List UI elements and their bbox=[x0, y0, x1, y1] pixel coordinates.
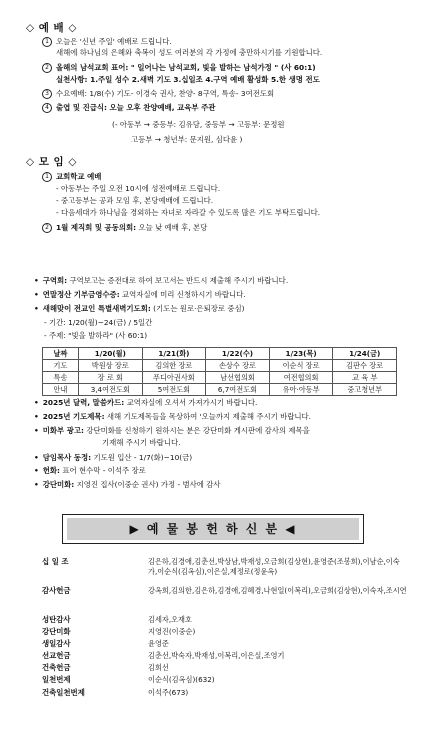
offering-label: 생일감사 bbox=[42, 639, 71, 648]
worship-heading: ◇ 예 배 ◇ bbox=[26, 22, 77, 34]
table-row bbox=[43, 384, 397, 396]
offering-label: 성탄감사 bbox=[42, 615, 71, 624]
notice-item: • 담임목사 동정: 기도원 입산 - 1/7(화)~10(금) bbox=[34, 453, 193, 462]
notice-label: 미화부 광고: bbox=[42, 426, 84, 435]
worship-motto: 올해의 남석교회 표어: " 일어나는 남석교회, 빛을 발하는 남석가정 " (사 60:1) bbox=[56, 63, 316, 72]
table-row bbox=[43, 372, 397, 384]
offering-label: 건축헌금 bbox=[42, 663, 71, 672]
offering-label: 강단미화 bbox=[42, 627, 71, 636]
offering-names: 윤영준 bbox=[148, 639, 169, 648]
notice-label: 2025년 달력, 말씀카드: bbox=[42, 398, 125, 407]
notice-label: 강단미화: bbox=[42, 480, 75, 489]
number-badge: 1 bbox=[42, 37, 52, 47]
table-header-row bbox=[43, 348, 397, 360]
offering-label: 건축일천번제 bbox=[42, 688, 85, 697]
table-header: 날짜 bbox=[43, 348, 79, 360]
prayer-schedule-table bbox=[42, 347, 397, 396]
meeting-title: 교회학교 예배 bbox=[56, 172, 102, 181]
table-row bbox=[43, 360, 397, 372]
notice-item: • 2025년 달력, 말씀카드: 교역자실에 오셔서 가져가시기 바랍니다. bbox=[34, 398, 258, 407]
offering-banner-title: ▶ 예 물 봉 헌 하 신 분 ◀ bbox=[67, 518, 359, 540]
table-cell: 교 육 부 bbox=[333, 372, 397, 384]
offering-banner bbox=[62, 514, 364, 544]
offering-label: 십 일 조 bbox=[42, 557, 69, 566]
notice-text: 교역자실에 오셔서 가져가시기 바랍니다. bbox=[126, 398, 258, 407]
notice-text: 강단미화를 신청하기 원하시는 분은 강단미화 게시판에 감사의 제목을 bbox=[86, 426, 310, 435]
worship-line: 출엽 및 진급식: 오늘 오후 찬양예배, 교육부 주관 bbox=[56, 103, 216, 112]
worship-line: 새해에 하나님의 은혜와 축복이 성도 여러분의 각 가정에 충만하시기를 기원합니다. bbox=[56, 48, 323, 57]
notice-label: 새해맞이 전교인 특별새벽기도회: bbox=[42, 304, 151, 313]
notice-label: 연말정산 기부금영수증: bbox=[42, 290, 120, 299]
table-cell: 박원상 장로 bbox=[79, 360, 143, 372]
notice-label: 2025년 기도제목: bbox=[42, 412, 105, 421]
number-badge: 4 bbox=[42, 103, 52, 113]
notice-item: • 강단미화: 지영진 집사(이중순 권사) 가정 - 범사에 감사 bbox=[34, 480, 221, 489]
worship-item-1 bbox=[42, 37, 172, 47]
table-cell: 5여전도회 bbox=[142, 384, 206, 396]
table-cell: 푸디아권사회 bbox=[142, 372, 206, 384]
offering-names: 김은하,김경애,김춘선,박상남,박재성,오금희(김상현),윤영준(조봉희),이남순,이숙가,이순식(김옥심),이은실,제정로(정윤옥) bbox=[148, 557, 400, 576]
notice-text: 지영진 집사(이중순 권사) 가정 - 범사에 감사 bbox=[76, 480, 221, 489]
notice-text: 교역자실에 미리 신청하시기 바랍니다. bbox=[122, 290, 246, 299]
notice-item: • 새해맞이 전교인 특별새벽기도회: (기도는 원로·은퇴장로 중심) bbox=[34, 304, 245, 313]
notice-item: • 헌화: 표어 현수막 - 이석주 장로 bbox=[34, 466, 146, 475]
meeting-line: - 다음세대가 하나님을 경외하는 자녀로 자라갈 수 있도록 많은 기도 부탁드립니다. bbox=[56, 208, 321, 217]
offering-label: 선교헌금 bbox=[42, 651, 71, 660]
offering-names: 김춘선,박숙자,박재성,이복리,이은실,조영기 bbox=[148, 651, 285, 660]
table-cell: 6,7여전도회 bbox=[206, 384, 270, 396]
offering-label: 감사헌금 bbox=[42, 586, 71, 595]
notice-text: (기도는 원로·은퇴장로 중심) bbox=[153, 304, 245, 313]
number-badge: 2 bbox=[42, 63, 52, 73]
table-cell: 3,4여전도회 bbox=[79, 384, 143, 396]
notice-text: 새해 기도제목들을 목상하여 '오늘까지 제출해 주시기 바랍니다. bbox=[106, 412, 311, 421]
prayer-theme: - 주제: "빛을 발하라" (사 60:1) bbox=[44, 331, 148, 340]
notice-item: • 구역회: 구역보고는 증전대로 하여 보고서는 반드시 제출해 주시기 바랍니다. bbox=[34, 276, 289, 285]
table-header: 1/23(목) bbox=[269, 348, 333, 360]
meeting-line: - 중고등부는 공과 모임 후, 본당예배에 드립니다. bbox=[56, 196, 214, 205]
offering-names: 김희선 bbox=[148, 663, 169, 672]
table-cell: 기도 bbox=[43, 360, 79, 372]
meeting-line: - 아동부는 주일 오전 10시에 성전예배로 드립니다. bbox=[56, 184, 221, 193]
offering-label: 일천번제 bbox=[42, 675, 71, 684]
meeting-item-2 bbox=[42, 223, 207, 233]
promotion-line: 고등부 → 청년부: 문지원, 심다윤 ) bbox=[131, 135, 243, 144]
table-cell: 안내 bbox=[43, 384, 79, 396]
meeting-title: 1월 제직회 및 공동의회: bbox=[56, 223, 137, 232]
table-header: 1/21(화) bbox=[142, 348, 206, 360]
table-header: 1/20(월) bbox=[79, 348, 143, 360]
notice-item: • 2025년 기도제목: 새해 기도제목들을 목상하여 '오늘까지 제출해 주시기 바랍니다. bbox=[34, 412, 311, 421]
table-cell: 여전협의회 bbox=[269, 372, 333, 384]
worship-line: 수요예배: 1/8(수) 기도- 이경숙 권사, 찬양- 8구역, 특송- 3여전도회 bbox=[56, 89, 275, 98]
table-header: 1/24(금) bbox=[333, 348, 397, 360]
meeting-item-1 bbox=[42, 172, 101, 182]
notice-item: • 미화부 광고: 강단미화를 신청하기 원하시는 분은 강단미화 게시판에 감사의 제목을 bbox=[34, 426, 310, 435]
table-cell: 손상수 장로 bbox=[206, 360, 270, 372]
table-cell: 특송 bbox=[43, 372, 79, 384]
notice-text: 표어 현수막 - 이석주 장로 bbox=[62, 466, 146, 475]
number-badge: 1 bbox=[42, 172, 52, 182]
meeting-line: 오늘 낮 예배 후, 본당 bbox=[138, 223, 208, 232]
notice-label: 구역회: bbox=[42, 276, 68, 285]
table-cell: 장 로 회 bbox=[79, 372, 143, 384]
meeting-heading: ◇ 모 임 ◇ bbox=[26, 156, 77, 168]
offering-names: 김세자,오재호 bbox=[148, 615, 192, 624]
number-badge: 2 bbox=[42, 223, 52, 233]
worship-item-2 bbox=[42, 63, 316, 73]
table-cell: 유아·아동부 bbox=[269, 384, 333, 396]
notice-label: 담임목사 동정: bbox=[42, 453, 92, 462]
table-header: 1/22(수) bbox=[206, 348, 270, 360]
worship-item-3 bbox=[42, 89, 274, 99]
promotion-line: (- 아동부 → 중등부: 김유담, 중등부 → 고등부: 문정원 bbox=[112, 120, 285, 129]
offering-names: 이순식(김옥심)(632) bbox=[148, 675, 215, 684]
notice-text: 구역보고는 증전대로 하여 보고서는 반드시 제출해 주시기 바랍니다. bbox=[69, 276, 289, 285]
table-cell: 김판수 장로 bbox=[333, 360, 397, 372]
offering-names: 이석주(673) bbox=[148, 688, 189, 697]
table-cell: 이순식 장로 bbox=[269, 360, 333, 372]
offering-names: 강옥희,김의한,김은하,김경애,김혜경,나현일(이복리),오금희(김상현),이숙자,조시연 bbox=[148, 586, 407, 595]
worship-line: 오늘은 '신년 주일' 예배로 드립니다. bbox=[56, 37, 172, 46]
table-cell: 김의한 장로 bbox=[142, 360, 206, 372]
table-cell: 중고청년부 bbox=[333, 384, 397, 396]
number-badge: 3 bbox=[42, 89, 52, 99]
table-cell: 남선협의회 bbox=[206, 372, 270, 384]
worship-item-4 bbox=[42, 103, 215, 113]
prayer-period: - 기간: 1/20(월)~24(금) / 5일간 bbox=[44, 318, 153, 327]
worship-practice: 실천사항: 1.주일 성수 2.새벽 기도 3.십일조 4.구역 예배 활성화 5.한 생명 전도 bbox=[56, 75, 320, 84]
offering-names: 지영진(이중순) bbox=[148, 627, 196, 636]
notice-item: • 연말정산 기부금영수증: 교역자실에 미리 신청하시기 바랍니다. bbox=[34, 290, 246, 299]
notice-continuation: 기재해 주시기 바랍니다. bbox=[102, 438, 181, 447]
notice-label: 헌화: bbox=[42, 466, 60, 475]
notice-text: 기도원 입산 - 1/7(화)~10(금) bbox=[93, 453, 193, 462]
